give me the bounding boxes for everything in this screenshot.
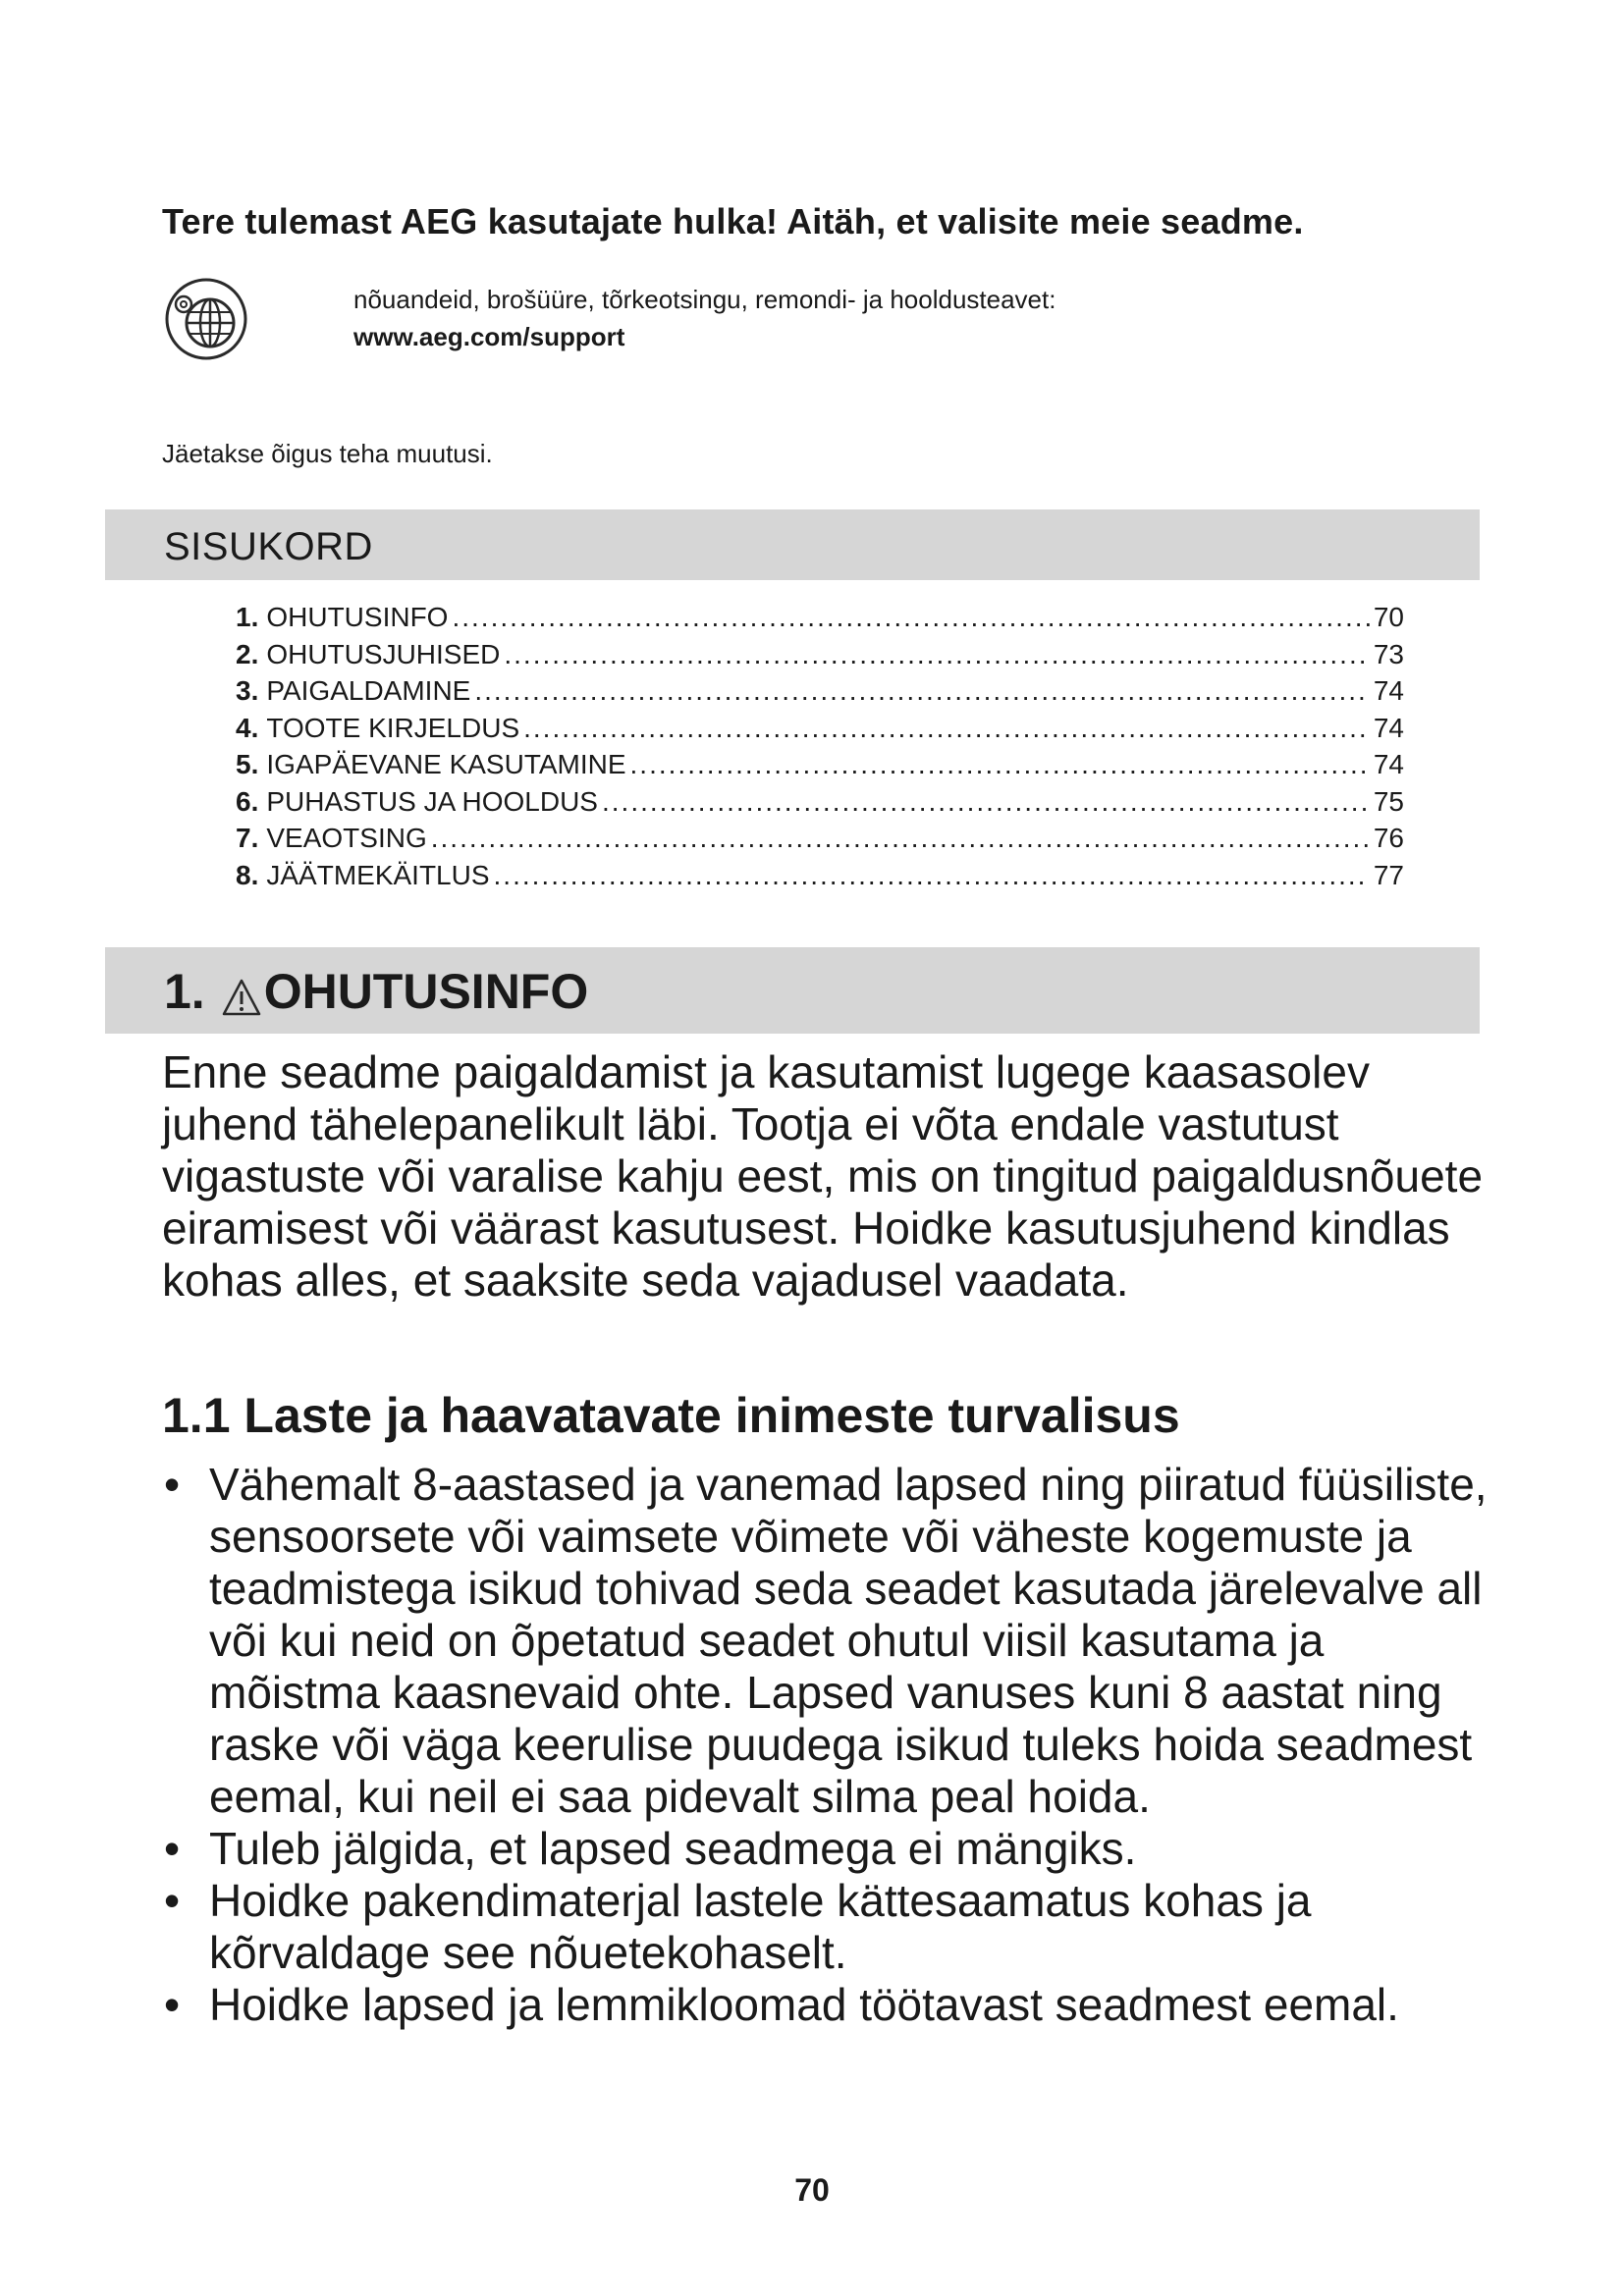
toc-item-label: OHUTUSINFO xyxy=(266,602,449,632)
support-info xyxy=(353,281,1056,355)
toc-item[interactable] xyxy=(236,820,1404,857)
toc-item-number: 8. xyxy=(236,859,259,890)
toc-item[interactable] xyxy=(236,636,1404,673)
toc-item-number: 5. xyxy=(236,749,259,779)
list-item xyxy=(162,1459,1497,1823)
toc-leader-dots xyxy=(630,746,1370,783)
section-title-text: OHUTUSINFO xyxy=(263,964,589,1019)
toc-item-label: PUHASTUS JA HOOLDUS xyxy=(266,785,598,817)
toc-item-label: TOOTE KIRJELDUS xyxy=(266,712,520,743)
toc-item-page: 76 xyxy=(1373,823,1404,853)
bullet-marker: • xyxy=(164,1875,181,1926)
toc-leader-dots xyxy=(452,599,1369,636)
toc-item-page: 74 xyxy=(1373,712,1404,743)
warning-triangle-icon xyxy=(221,972,262,1011)
toc-title-band xyxy=(105,509,1480,580)
section-title xyxy=(164,963,588,1020)
disclaimer-text: Jäetakse õigus teha muutusi. xyxy=(162,439,493,468)
safety-bullet-list xyxy=(162,1459,1497,2031)
list-item xyxy=(162,1875,1497,1979)
toc-item-page: 70 xyxy=(1373,602,1404,632)
toc-item-page: 74 xyxy=(1373,749,1404,779)
toc-leader-dots xyxy=(602,783,1370,821)
toc-item-number: 4. xyxy=(236,712,259,743)
list-item-text: Hoidke lapsed ja lemmikloomad töötavast seadmest eemal. xyxy=(209,1979,1399,2030)
list-item xyxy=(162,1823,1497,1875)
bullet-marker: • xyxy=(164,1979,181,2030)
toc-item-number: 6. xyxy=(236,785,259,817)
toc-item-label: IGAPÄEVANE KASUTAMINE xyxy=(266,749,626,779)
toc-leader-dots xyxy=(504,636,1369,673)
section-number: 1. xyxy=(164,964,205,1019)
toc-item[interactable] xyxy=(236,599,1404,636)
toc-item[interactable] xyxy=(236,857,1404,894)
support-line: nõuandeid, brošüüre, tõrkeotsingu, remondi- ja hooldusteavet: xyxy=(353,285,1056,314)
toc-item-number: 1. xyxy=(236,602,259,632)
welcome-heading: Tere tulemast AEG kasutajate hulka! Aitäh, et valisite meie seadme. xyxy=(162,201,1304,241)
bullet-marker: • xyxy=(164,1459,181,1510)
toc-item-page: 77 xyxy=(1373,859,1404,890)
list-item-text: Tuleb jälgida, et lapsed seadmega ei mängiks. xyxy=(209,1823,1137,1874)
toc-item-number: 3. xyxy=(236,675,259,706)
toc-item-label: PAIGALDAMINE xyxy=(266,675,471,706)
toc-item[interactable] xyxy=(236,783,1404,821)
list-item-text: Hoidke pakendimaterjal lastele kättesaamatus kohas ja kõrvaldage see nõuetekohaselt. xyxy=(209,1875,1312,1978)
toc-item-number: 7. xyxy=(236,823,259,853)
toc-item-label: OHUTUSJUHISED xyxy=(266,638,501,669)
toc-item[interactable] xyxy=(236,746,1404,783)
list-item xyxy=(162,1979,1497,2031)
subsection-heading: 1.1 Laste ja haavatavate inimeste turvalisus xyxy=(162,1388,1180,1443)
toc-item-page: 74 xyxy=(1373,675,1404,706)
bullet-marker: • xyxy=(164,1823,181,1874)
table-of-contents xyxy=(236,599,1404,893)
toc-leader-dots xyxy=(494,857,1370,894)
globe-at-icon xyxy=(162,275,250,363)
toc-leader-dots xyxy=(431,820,1370,857)
toc-item-number: 2. xyxy=(236,638,259,669)
toc-item-label: JÄÄTMEKÄITLUS xyxy=(266,859,490,890)
support-url-link[interactable]: www.aeg.com/support xyxy=(353,322,625,351)
toc-item-page: 73 xyxy=(1373,638,1404,669)
intro-paragraph: Enne seadme paigaldamist ja kasutamist lugege kaasasolev juhend tähelepanelikult läbi. Tootja ei võta endale vastutust vigastuste või varalise kahju eest, mis on tingitud paigaldusnõuete eiramisest või väärast kasutusest. Hoidke kasutusjuhend kindlas kohas alles, et saaksite seda vajadusel vaadata. xyxy=(162,1046,1484,1306)
section-title-band xyxy=(105,947,1480,1034)
toc-title: SISUKORD xyxy=(164,525,373,568)
toc-item-label: VEAOTSING xyxy=(266,823,427,853)
toc-item-page: 75 xyxy=(1373,785,1404,817)
page-number: 70 xyxy=(794,2172,830,2208)
toc-leader-dots xyxy=(523,710,1370,747)
toc-item[interactable] xyxy=(236,672,1404,710)
toc-leader-dots xyxy=(474,672,1370,710)
toc-item[interactable] xyxy=(236,710,1404,747)
list-item-text: Vähemalt 8-aastased ja vanemad lapsed ning piiratud füüsiliste, sensoorsete või vaimsete võimete või väheste kogemuste ja teadmistega isikud tohivad seda seadet kasutada järelevalve all või kui neid on õpetatud seadet ohutul viisil kasutama ja mõistma kaasnevaid ohte. Lapsed vanuses kuni 8 aastat ning raske või väga keerulise puudega isikud tuleks hoida seadmest eemal, kui neil ei saa pidevalt silma peal hoida. xyxy=(209,1459,1488,1822)
